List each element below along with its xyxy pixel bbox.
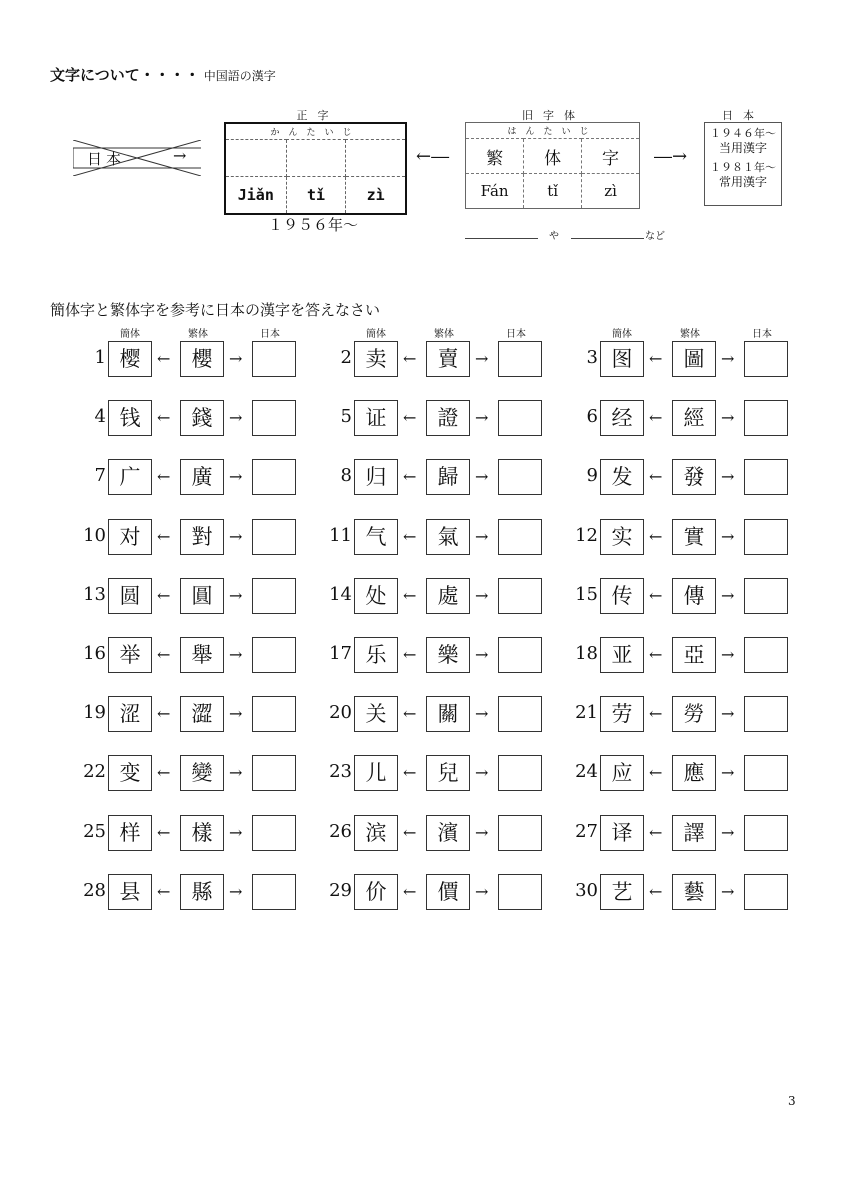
- left-arrow-small: ←: [403, 704, 417, 723]
- simplified-char-box: 气: [354, 519, 398, 555]
- left-arrow-small: ←: [649, 704, 663, 723]
- column-header-traditional: 繁体: [188, 329, 208, 340]
- answer-box[interactable]: [744, 755, 788, 791]
- left-arrow-small: ←: [157, 527, 171, 546]
- left-arrow-small: ←: [157, 467, 171, 486]
- answer-box[interactable]: [498, 696, 542, 732]
- answer-box[interactable]: [498, 874, 542, 910]
- item-number: 22: [83, 761, 106, 782]
- traditional-char-box: 櫻: [180, 341, 224, 377]
- answer-box[interactable]: [252, 874, 296, 910]
- traditional-char-box: 錢: [180, 400, 224, 436]
- simplified-char-box: 卖: [354, 341, 398, 377]
- simplified-char-box: 涩: [108, 696, 152, 732]
- simplified-char-box: 样: [108, 815, 152, 851]
- simplified-char-box: 实: [600, 519, 644, 555]
- answer-box[interactable]: [744, 637, 788, 673]
- right-arrow-small: →: [721, 763, 735, 782]
- item-number: 24: [575, 761, 598, 782]
- right-arrow-small: →: [229, 586, 243, 605]
- left-arrow-small: ←: [649, 882, 663, 901]
- simplified-char-box: 处: [354, 578, 398, 614]
- nihon-line1: １９４６年～: [710, 127, 776, 140]
- right-arrow-small: →: [721, 823, 735, 842]
- answer-box[interactable]: [498, 755, 542, 791]
- left-arrow-small: ←: [403, 408, 417, 427]
- seiji-caption: 正字: [296, 109, 339, 122]
- left-arrow-small: ←: [649, 408, 663, 427]
- left-arrow-small: ←: [403, 586, 417, 605]
- traditional-char-box: 濱: [426, 815, 470, 851]
- simplified-char-box: 亚: [600, 637, 644, 673]
- traditional-char-box: 對: [180, 519, 224, 555]
- seiji-table: [224, 122, 407, 215]
- traditional-char-box: 應: [672, 755, 716, 791]
- answer-box[interactable]: [498, 341, 542, 377]
- simplified-char-box: 樱: [108, 341, 152, 377]
- traditional-char-box: 證: [426, 400, 470, 436]
- traditional-char-box: 譯: [672, 815, 716, 851]
- right-arrow-small: →: [475, 408, 489, 427]
- left-arrow-small: ←: [403, 467, 417, 486]
- traditional-char-box: 澀: [180, 696, 224, 732]
- item-number: 28: [83, 880, 106, 901]
- traditional-char-box: 氣: [426, 519, 470, 555]
- right-arrow-small: →: [475, 882, 489, 901]
- item-number: 6: [586, 406, 598, 427]
- answer-box[interactable]: [498, 578, 542, 614]
- left-arrow-small: ←: [649, 586, 663, 605]
- traditional-char-box: 亞: [672, 637, 716, 673]
- traditional-char-box: 圓: [180, 578, 224, 614]
- simplified-char-box: 价: [354, 874, 398, 910]
- traditional-char-box: 廣: [180, 459, 224, 495]
- title-text: 文字について・・・・: [50, 66, 200, 84]
- simplified-char-box: 举: [108, 637, 152, 673]
- seiji-blank-cell: [346, 140, 406, 177]
- simplified-char-box: 关: [354, 696, 398, 732]
- nihon-line2: 当用漢字: [718, 141, 767, 155]
- item-number: 12: [575, 525, 598, 546]
- right-arrow-small: →: [721, 882, 735, 901]
- right-arrow-small: →: [475, 763, 489, 782]
- left-arrow-small: ←: [157, 882, 171, 901]
- right-arrow-small: →: [229, 408, 243, 427]
- crossed-arrow: →: [173, 146, 187, 165]
- right-arrow-small: →: [721, 527, 735, 546]
- answer-box[interactable]: [252, 519, 296, 555]
- answer-box[interactable]: [744, 696, 788, 732]
- answer-box[interactable]: [252, 815, 296, 851]
- right-arrow-small: →: [721, 645, 735, 664]
- left-arrow-small: ←: [403, 823, 417, 842]
- left-arrow-small: ←: [649, 645, 663, 664]
- traditional-char-box: 處: [426, 578, 470, 614]
- simplified-char-box: 归: [354, 459, 398, 495]
- simplified-char-box: 变: [108, 755, 152, 791]
- seiji-pinyin-cell: Jiǎn: [225, 177, 286, 215]
- left-arrow-small: ←: [157, 408, 171, 427]
- nihon-caption: 日本: [722, 109, 764, 122]
- simplified-char-box: 县: [108, 874, 152, 910]
- kyuji-pinyin-cell: tǐ: [524, 174, 582, 209]
- traditional-char-box: 經: [672, 400, 716, 436]
- answer-box[interactable]: [252, 696, 296, 732]
- right-arrow: ―→: [654, 146, 688, 167]
- simplified-char-box: 艺: [600, 874, 644, 910]
- column-header-traditional: 繁体: [434, 329, 454, 340]
- simplified-char-box: 传: [600, 578, 644, 614]
- simplified-char-box: 对: [108, 519, 152, 555]
- kyuji-pinyin-cell: Fán: [466, 174, 524, 209]
- left-arrow-small: ←: [649, 527, 663, 546]
- answer-box[interactable]: [744, 815, 788, 851]
- item-number: 15: [575, 584, 598, 605]
- item-number: 3: [586, 347, 598, 368]
- right-arrow-small: →: [475, 527, 489, 546]
- right-arrow-small: →: [721, 349, 735, 368]
- traditional-char-box: 縣: [180, 874, 224, 910]
- instruction: 簡体字と繁体字を参考に日本の漢字を答えなさい: [50, 301, 381, 319]
- right-arrow-small: →: [475, 467, 489, 486]
- right-arrow-small: →: [229, 467, 243, 486]
- crossed-nihon-box: [73, 140, 201, 176]
- item-number: 18: [575, 643, 598, 664]
- item-number: 20: [329, 702, 352, 723]
- kyuji-note-end: など: [645, 231, 665, 242]
- left-arrow-small: ←: [649, 763, 663, 782]
- kyuji-caption: 旧字体: [522, 109, 585, 122]
- right-arrow-small: →: [229, 763, 243, 782]
- simplified-char-box: 劳: [600, 696, 644, 732]
- item-number: 10: [83, 525, 106, 546]
- right-arrow-small: →: [229, 823, 243, 842]
- seiji-pinyin-cell: zì: [346, 177, 406, 215]
- item-number: 23: [329, 761, 352, 782]
- column-header-simplified: 簡体: [366, 329, 386, 340]
- seiji-pinyin-cell: tǐ: [286, 177, 346, 215]
- item-number: 19: [83, 702, 106, 723]
- item-number: 9: [586, 465, 598, 486]
- answer-box[interactable]: [744, 400, 788, 436]
- item-number: 21: [575, 702, 598, 723]
- answer-box[interactable]: [498, 519, 542, 555]
- item-number: 17: [329, 643, 352, 664]
- answer-box[interactable]: [498, 637, 542, 673]
- seiji-blank-cell: [286, 140, 346, 177]
- answer-box[interactable]: [498, 459, 542, 495]
- answer-box[interactable]: [252, 459, 296, 495]
- left-arrow-small: ←: [157, 763, 171, 782]
- crossed-label: 日本: [87, 150, 126, 168]
- right-arrow-small: →: [721, 704, 735, 723]
- simplified-char-box: 圆: [108, 578, 152, 614]
- right-arrow-small: →: [229, 645, 243, 664]
- seiji-year: １９５６年～: [268, 216, 359, 234]
- nihon-line3: １９８１年～: [710, 161, 776, 174]
- answer-box[interactable]: [744, 459, 788, 495]
- seiji-kana: かんたいじ: [225, 123, 406, 140]
- left-arrow: ←―: [416, 146, 450, 167]
- right-arrow-small: →: [721, 408, 735, 427]
- right-arrow-small: →: [721, 467, 735, 486]
- left-arrow-small: ←: [157, 645, 171, 664]
- answer-box[interactable]: [252, 400, 296, 436]
- nihon-box: [704, 122, 782, 206]
- kyuji-kana: はんたいじ: [466, 123, 640, 139]
- right-arrow-small: →: [475, 586, 489, 605]
- item-number: 4: [94, 406, 106, 427]
- answer-box[interactable]: [498, 815, 542, 851]
- left-arrow-small: ←: [403, 527, 417, 546]
- item-number: 1: [94, 347, 106, 368]
- answer-box[interactable]: [744, 341, 788, 377]
- traditional-char-box: 變: [180, 755, 224, 791]
- item-number: 8: [340, 465, 352, 486]
- column-header-simplified: 簡体: [120, 329, 140, 340]
- right-arrow-small: →: [475, 704, 489, 723]
- nihon-line4: 常用漢字: [718, 175, 767, 189]
- right-arrow-small: →: [229, 527, 243, 546]
- answer-box[interactable]: [252, 341, 296, 377]
- traditional-char-box: 勞: [672, 696, 716, 732]
- left-arrow-small: ←: [649, 467, 663, 486]
- traditional-char-box: 賣: [426, 341, 470, 377]
- answer-box[interactable]: [498, 400, 542, 436]
- kyuji-note: や: [549, 231, 559, 242]
- traditional-char-box: 樂: [426, 637, 470, 673]
- item-number: 26: [329, 821, 352, 842]
- traditional-char-box: 舉: [180, 637, 224, 673]
- subtitle-text: 中国語の漢字: [203, 69, 276, 83]
- simplified-char-box: 图: [600, 341, 644, 377]
- left-arrow-small: ←: [157, 823, 171, 842]
- column-header-japanese: 日本: [260, 329, 280, 340]
- simplified-char-box: 发: [600, 459, 644, 495]
- column-header-traditional: 繁体: [680, 329, 700, 340]
- kyuji-table: [465, 122, 640, 209]
- right-arrow-small: →: [475, 349, 489, 368]
- left-arrow-small: ←: [157, 704, 171, 723]
- simplified-char-box: 经: [600, 400, 644, 436]
- traditional-char-box: 歸: [426, 459, 470, 495]
- left-arrow-small: ←: [649, 823, 663, 842]
- kyuji-kanji-cell: 繁: [466, 139, 524, 174]
- right-arrow-small: →: [229, 349, 243, 368]
- item-number: 7: [94, 465, 106, 486]
- traditional-char-box: 發: [672, 459, 716, 495]
- right-arrow-small: →: [229, 882, 243, 901]
- traditional-char-box: 傳: [672, 578, 716, 614]
- blank-line: [465, 238, 538, 239]
- item-number: 25: [83, 821, 106, 842]
- right-arrow-small: →: [475, 823, 489, 842]
- item-number: 16: [83, 643, 106, 664]
- right-arrow-small: →: [229, 704, 243, 723]
- item-number: 2: [340, 347, 352, 368]
- left-arrow-small: ←: [157, 586, 171, 605]
- traditional-char-box: 圖: [672, 341, 716, 377]
- item-number: 27: [575, 821, 598, 842]
- answer-box[interactable]: [744, 874, 788, 910]
- simplified-char-box: 滨: [354, 815, 398, 851]
- right-arrow-small: →: [721, 586, 735, 605]
- simplified-char-box: 译: [600, 815, 644, 851]
- page-title: [50, 64, 276, 85]
- answer-box[interactable]: [252, 637, 296, 673]
- left-arrow-small: ←: [403, 882, 417, 901]
- seiji-blank-cell: [225, 140, 286, 177]
- simplified-char-box: 应: [600, 755, 644, 791]
- simplified-char-box: 儿: [354, 755, 398, 791]
- kyuji-pinyin-cell: zì: [582, 174, 640, 209]
- left-arrow-small: ←: [403, 349, 417, 368]
- right-arrow-small: →: [475, 645, 489, 664]
- item-number: 5: [340, 406, 352, 427]
- left-arrow-small: ←: [649, 349, 663, 368]
- simplified-char-box: 广: [108, 459, 152, 495]
- simplified-char-box: 钱: [108, 400, 152, 436]
- answer-box[interactable]: [252, 755, 296, 791]
- blank-line: [571, 238, 644, 239]
- traditional-char-box: 樣: [180, 815, 224, 851]
- left-arrow-small: ←: [403, 763, 417, 782]
- kyuji-kanji-cell: 字: [582, 139, 640, 174]
- answer-box[interactable]: [252, 578, 296, 614]
- answer-box[interactable]: [744, 578, 788, 614]
- column-header-japanese: 日本: [752, 329, 772, 340]
- item-number: 29: [329, 880, 352, 901]
- simplified-char-box: 证: [354, 400, 398, 436]
- traditional-char-box: 兒: [426, 755, 470, 791]
- column-header-simplified: 簡体: [612, 329, 632, 340]
- column-header-japanese: 日本: [506, 329, 526, 340]
- page-number: 3: [788, 1094, 796, 1108]
- answer-box[interactable]: [744, 519, 788, 555]
- traditional-char-box: 價: [426, 874, 470, 910]
- left-arrow-small: ←: [403, 645, 417, 664]
- traditional-char-box: 實: [672, 519, 716, 555]
- item-number: 11: [329, 525, 352, 546]
- left-arrow-small: ←: [157, 349, 171, 368]
- traditional-char-box: 藝: [672, 874, 716, 910]
- kyuji-kanji-cell: 体: [524, 139, 582, 174]
- item-number: 30: [575, 880, 598, 901]
- item-number: 14: [329, 584, 352, 605]
- traditional-char-box: 關: [426, 696, 470, 732]
- item-number: 13: [83, 584, 106, 605]
- simplified-char-box: 乐: [354, 637, 398, 673]
